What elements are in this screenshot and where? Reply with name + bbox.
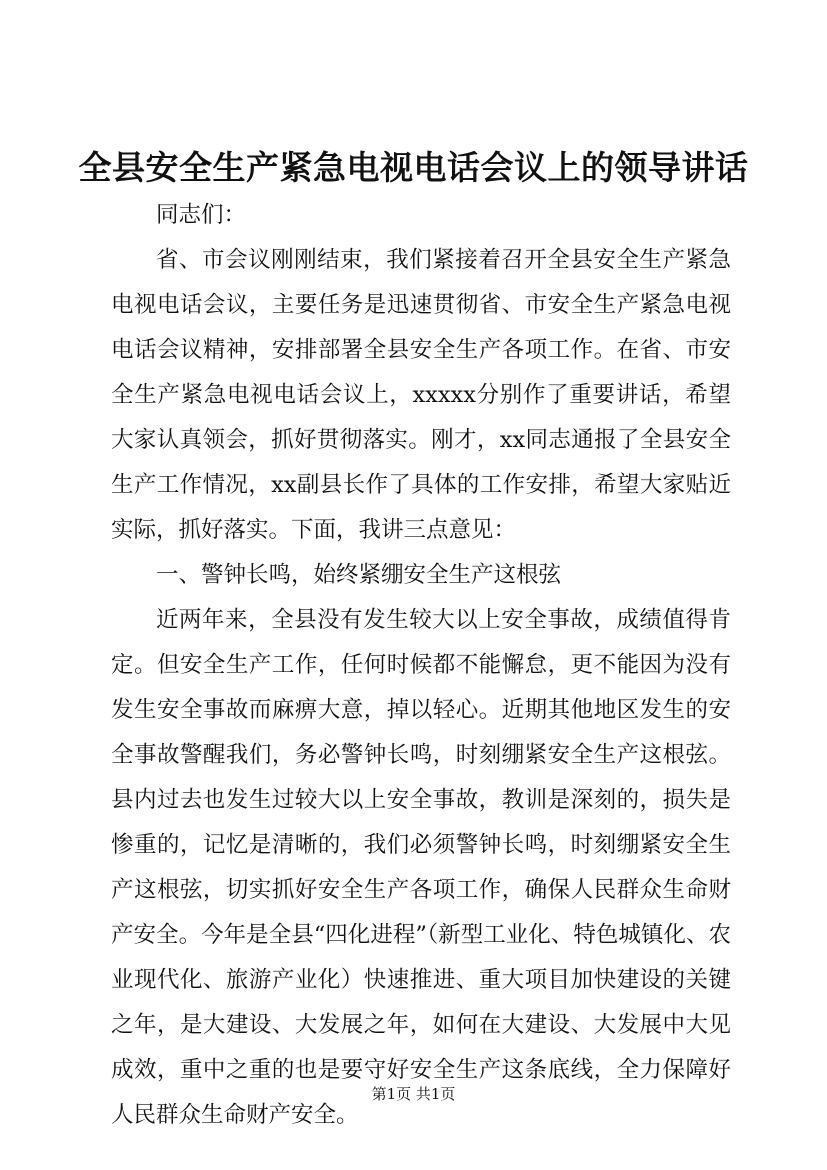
- document-body: [111, 193, 731, 1138]
- document-title: 全县安全生产紧急电视电话会议上的领导讲话: [78, 148, 749, 187]
- intro-paragraph: 省、市会议刚刚结束，我们紧接着召开全县安全生产紧急电视电话会议，主要任务是迅速贯彻省、市安全生产紧急电视电话会议精神，安排部署全县安全生产各项工作。在省、市安全生产紧急电视电话会议上，xxxxx分别作了重要讲话，希望大家认真领会，抓好贯彻落实。刚才，xx同志通报了全县安全生产工作情况，xx副县长作了具体的工作安排，希望大家贴近实际，抓好落实。下面，我讲三点意见：: [111, 247, 731, 543]
- section-paragraph: 近两年来，全县没有发生较大以上安全事故，成绩值得肯定。但安全生产工作，任何时候都不能懈怠，更不能因为没有发生安全事故而麻痹大意，掉以轻心。近期其他地区发生的安全事故警醒我们，务必警钟长鸣，时刻绷紧安全生产这根弦。县内过去也发生过较大以上安全事故，教训是深刻的，损失是惨重的，记忆是清晰的，我们必须警钟长鸣，时刻绷紧安全生产这根弦，切实抓好安全生产各项工作，确保人民群众生命财产安全。今年是全县“四化进程”（新型工业化、特色城镇化、农业现代化、旅游产业化）快速推进、重大项目加快建设的关键之年，是大建设、大发展之年，如何在大建设、大发展中大见成效，重中之重的也是要守好安全生产这条底线，全力保障好人民群众生命财产安全。: [111, 607, 731, 1128]
- salutation-paragraph: 同志们：: [156, 202, 247, 228]
- section-heading: 一、警钟长鸣，始终紧绷安全生产这根弦: [156, 562, 562, 588]
- page-footer: 第1页 共1页: [371, 1085, 456, 1103]
